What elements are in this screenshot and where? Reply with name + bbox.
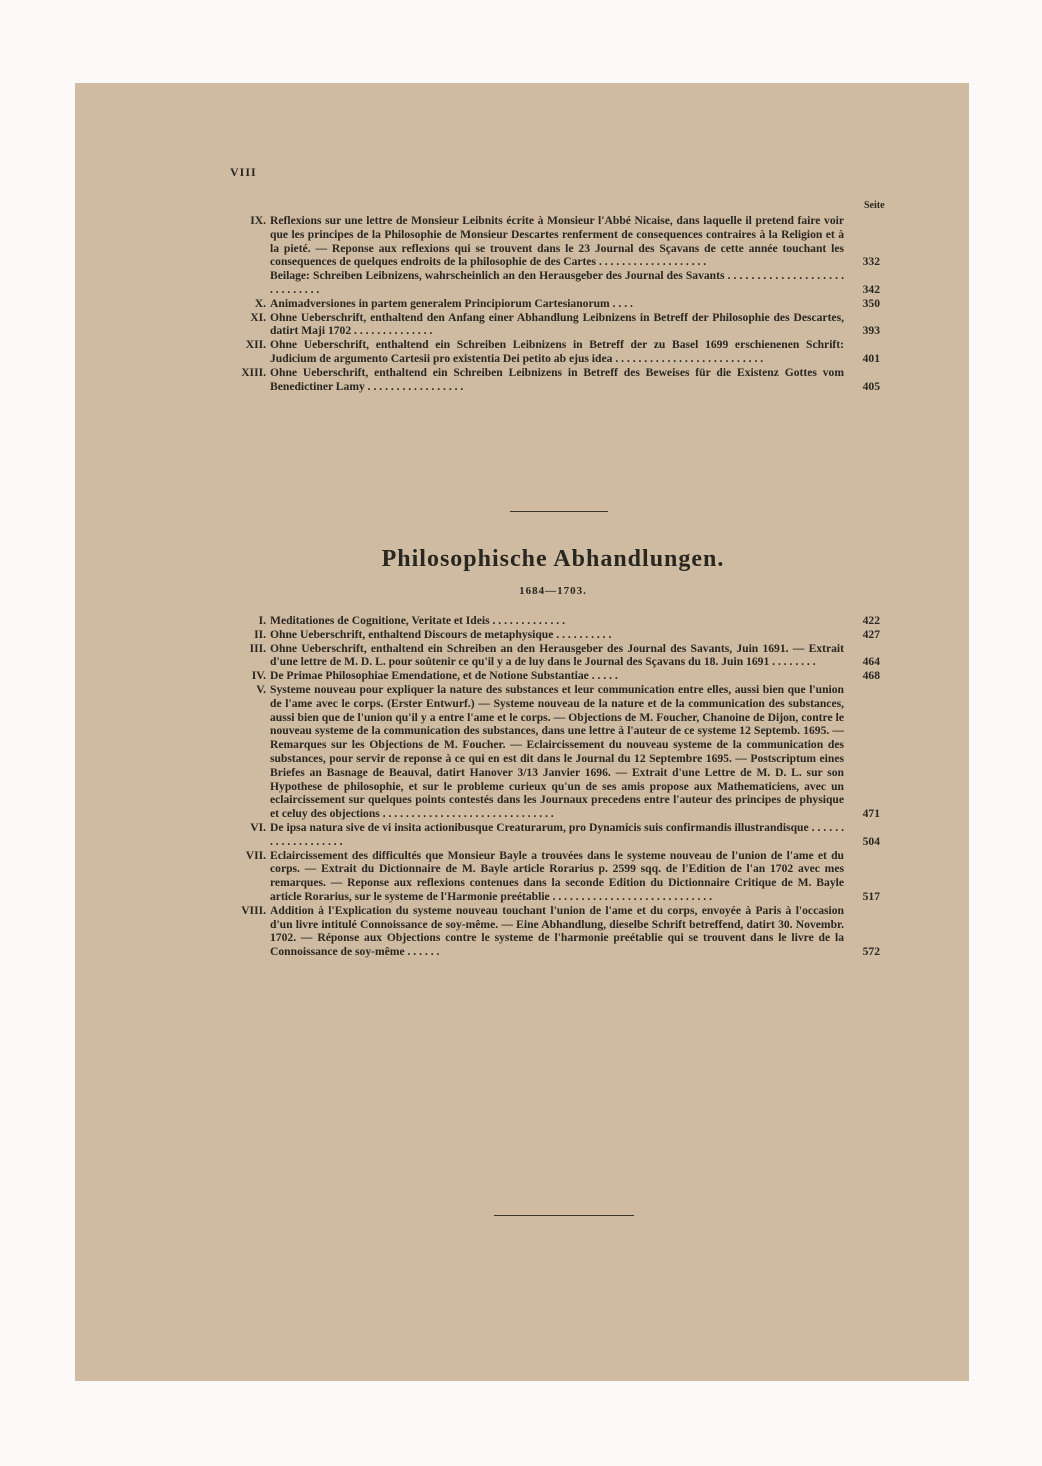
entry-number: II. [254,627,266,641]
entry-title: Systeme nouveau pour expliquer la nature des substances et leur communication entre elles, aussi bien que l'union de l'ame avec le corps. (Erster Entwurf.) — Systeme nouveau de la nature et de la communication des substances, aussi bien que de l'union qu'il y a entre l'ame et le corps. — Objections de M. Foucher, Chanoine de Dijon, contre le nouveau systeme de la communication des substances, dans une lettre à l'auteur de ce systeme 12 Septemb. 1695. — Remarques sur les Objections de M. Foucher. — Eclaircissement du nouveau systeme de la communication des substances, pour servir de reponse à ce qui en est dit dans le Journal du 12 Septembre 1695. — Postscriptum eines Briefes an Basnage de Beauval, datirt Hanover 3/13 Janvier 1696. — Extrait d'une Lettre de M. D. L. sur son Hypothese de philosophie, et sur le probleme curieux qu'un de ses amis propose aux Mathematiciens, avec un eclaircissement sur quelques points contestés dans les Journaux precedens entre l'auteur des principes de physique et celuy des objections . . . . . . . . . . . . . . . . . . . . . . . . . . . . . . [270,682,844,821]
toc-entry-beilage [226,269,880,297]
entry-number: IV. [251,669,266,683]
toc-entry-vi [226,821,880,849]
entry-page: 342 [862,282,880,296]
entry-title: Ohne Ueberschrift, enthaltend Discours de metaphysique . . . . . . . . . . [270,627,612,641]
entry-title: Animadversiones in partem generalem Principiorum Cartesianorum . . . . [270,296,633,310]
entry-page: 350 [862,296,880,310]
entry-number: VII. [245,848,266,862]
entry-number: I. [258,614,266,627]
entry-page: 572 [862,945,880,959]
entry-page: 401 [862,351,880,365]
section-years: 1684—1703. [519,585,587,597]
entry-page: 517 [862,889,880,903]
toc-entry-iii [226,642,880,670]
entry-page: 504 [862,834,880,848]
entry-page: 405 [862,379,880,393]
toc-entry-xiii [226,366,880,394]
entry-title: De ipsa natura sive de vi insita actionibusque Creaturarum, pro Dynamicis suis confirmandis illustrandisque . . . . . . . . . . . . . . . . . . . [270,820,844,848]
toc-part-2 [226,614,880,959]
entry-page: 422 [862,614,880,627]
entry-title: Ohne Ueberschrift, enthaltend den Anfang einer Abhandlung Leibnizens in Betreff der Philosophie des Descartes, datirt Maji 1702 . . . . . . . . . . . . . . [270,310,844,338]
entry-page: 393 [862,324,880,338]
toc-entry-viii [226,904,880,959]
entry-title: Addition à l'Explication du systeme nouveau touchant l'union de l'ame et du corps, envoyée à Paris à l'occasion d'un livre intitulé Connoissance de soy-même. — Eine Abhandlung, dieselbe Schrift betreffend, datirt 30. Novembr. 1702. — Réponse aux Objections contre le systeme de l'harmonie preétablie qui se trouvent dans le livre de la Connoissance de soy-même . . . . . . [270,903,844,959]
entry-title: Reflexions sur une lettre de Monsieur Leibnits écrite à Monsieur l'Abbé Nicaise, dans laquelle il pretend faire voir que les principes de la Philosophie de Monsieur Descartes renferment de consequences contraires à la Religion et à la pieté. — Reponse aux reflexions qui se trouvent dans le 23 Journal des Sçavans de cette année touchant les consequences de quelques endroits de la philosophie de des Cartes . . . . . . . . . . . . . . . . . . . [270,214,844,269]
toc-entry-vii [226,849,880,904]
section-title: Philosophische Abhandlungen. [381,546,725,572]
entry-page: 332 [862,255,880,269]
entry-title: Eclaircissement des difficultés que Monsieur Bayle a trouvées dans le systeme nouveau de l'union de l'ame et du corps. — Extrait du Dictionnaire de M. Bayle article Rorarius p. 2599 sqq. de l'Edition de l'an 1702 avec mes remarques. — Reponse aux reflexions contenues dans la seconde Edition du Dictionnaire Critique de M. Bayle article Rorarius, sur le systeme de l'Harmonie preétablie . . . . . . . . . . . . . . . . . . . . . . . . . . . . [270,848,844,903]
entry-number: V. [256,682,266,696]
entry-title: De Primae Philosophiae Emendatione, et de Notione Substantiae . . . . . [270,669,618,683]
entry-number: XII. [245,338,266,352]
entry-number: X. [254,296,266,310]
toc-entry-iv [226,669,880,683]
entry-title: Ohne Ueberschrift, enthaltend ein Schreiben Leibnizens in Betreff des Beweises für die Existenz Gottes vom Benedictiner Lamy . . . . . . . . . . . . . . . . . [270,365,844,393]
entry-number: III. [249,641,266,655]
toc-entry-ix [226,214,880,269]
end-divider [494,1215,634,1216]
page-number: VIII [230,165,257,179]
toc-entry-ii [226,628,880,642]
entry-number: VIII. [241,903,266,917]
entry-page: 464 [862,655,880,669]
toc-entry-xi [226,311,880,339]
entry-number: IX. [250,214,266,227]
entry-number: VI. [250,820,266,834]
toc-entry-xii [226,338,880,366]
section-divider [510,511,608,512]
toc-entry-i [226,614,880,628]
toc-part-1 [226,214,880,393]
entry-page: 427 [862,627,880,641]
entry-title: Beilage: Schreiben Leibnizens, wahrscheinlich an den Herausgeber des Journal des Savants . . . . . . . . . . . . . . . . . . . . . . . . . . . . . [270,269,844,296]
entry-title: Ohne Ueberschrift, enthaltend ein Schreiben an den Herausgeber des Journal des Savants, Juin 1691. — Extrait d'une lettre de M. D. L. pour soûtenir ce qu'il y a de luy dans le Journal des Sçavans du 18. Juin 1691 . . . . . . . . [270,641,844,669]
page-column-label: Seite [864,200,885,211]
entry-number: XI. [250,310,266,324]
entry-number: XIII. [241,365,266,379]
entry-page: 471 [862,807,880,821]
entry-title: Meditationes de Cognitione, Veritate et Ideis . . . . . . . . . . . . . [270,614,565,627]
toc-entry-x [226,297,880,311]
toc-entry-v [226,683,880,821]
entry-title: Ohne Ueberschrift, enthaltend ein Schreiben Leibnizens in Betreff der zu Basel 1699 erschienenen Schrift: Judicium de argumento Cartesii pro existentia Dei petito ab ejus idea . . . . . . . . . . . . . . . . . . . . . . . . . . [270,338,844,365]
entry-page: 468 [862,669,880,683]
